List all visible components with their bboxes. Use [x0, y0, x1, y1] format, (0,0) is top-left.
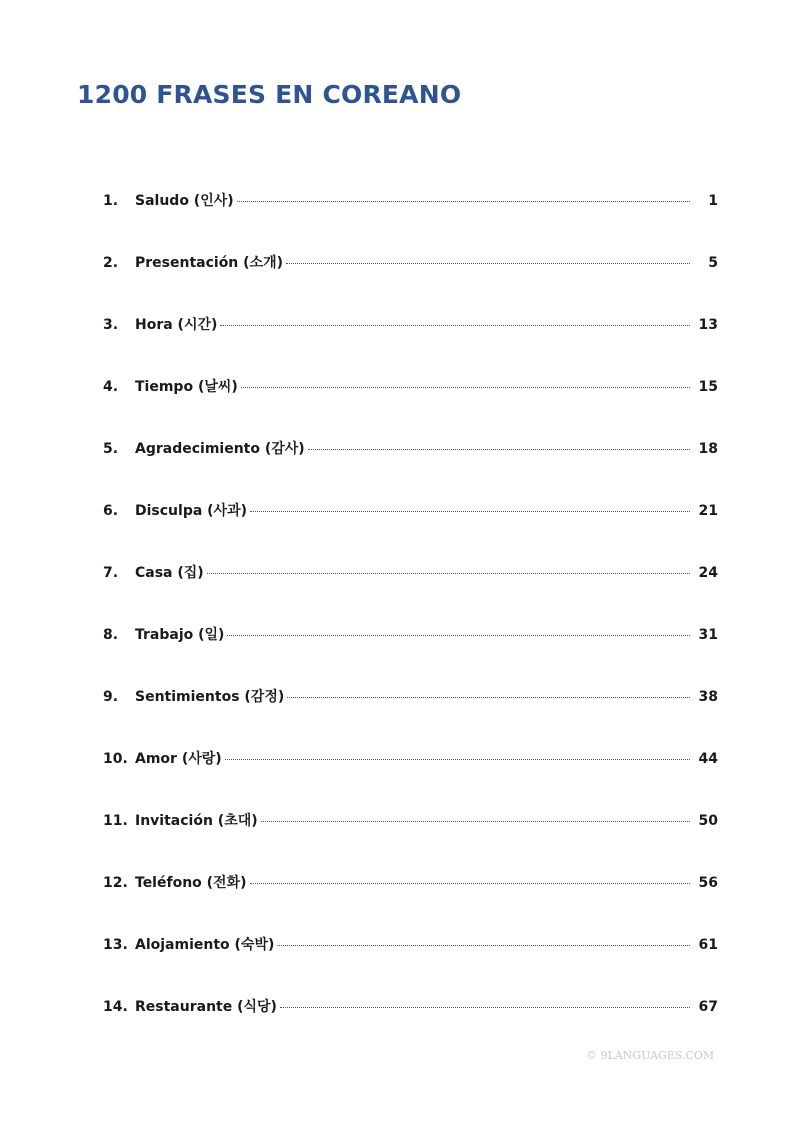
toc-entry-number: 2.: [103, 255, 119, 271]
toc-dot-leader: [261, 821, 690, 822]
toc-entry[interactable]: [103, 898, 718, 960]
toc-entry-label: Saludo (인사): [135, 193, 234, 209]
toc-dot-leader: [250, 511, 690, 512]
toc-entry-label: Tiempo (날씨): [135, 379, 238, 395]
toc-entry[interactable]: [103, 960, 718, 1022]
toc-entry-number: 9.: [103, 689, 119, 705]
toc-entry[interactable]: [103, 650, 718, 712]
toc-entry-number: 13.: [103, 937, 128, 953]
toc-entry[interactable]: [103, 402, 718, 464]
toc-entry[interactable]: [103, 464, 718, 526]
toc-dot-leader: [287, 697, 690, 698]
toc-entry-page: 38: [698, 689, 718, 705]
toc-entry-page: 1: [708, 193, 718, 209]
toc-entry[interactable]: [103, 216, 718, 278]
toc-entry[interactable]: [103, 526, 718, 588]
toc-entry-page: 21: [698, 503, 718, 519]
toc-entry-page: 67: [698, 999, 718, 1015]
toc-entry-number: 5.: [103, 441, 119, 457]
toc-entry-label: Restaurante (식당): [135, 999, 277, 1015]
toc-entry-number: 8.: [103, 627, 119, 643]
toc-entry-number: 14.: [103, 999, 128, 1015]
toc-dot-leader: [207, 573, 690, 574]
toc-entry[interactable]: [103, 774, 718, 836]
toc-entry-label: Disculpa (사과): [135, 503, 248, 519]
toc-entry-page: 18: [698, 441, 718, 457]
toc-entry-label: Amor (사랑): [135, 751, 222, 767]
toc-dot-leader: [225, 759, 690, 760]
toc-entry-number: 4.: [103, 379, 119, 395]
toc-dot-leader: [250, 883, 691, 884]
toc-entry[interactable]: [103, 712, 718, 774]
toc-dot-leader: [220, 325, 690, 326]
document-title: 1200 FRASES EN COREANO: [77, 80, 462, 109]
toc-entry[interactable]: [103, 836, 718, 898]
toc-entry-label: Casa (집): [135, 565, 204, 581]
toc-entry-number: 12.: [103, 875, 128, 891]
toc-entry-page: 13: [698, 317, 718, 333]
toc-entry-page: 15: [698, 379, 718, 395]
toc-entry-label: Sentimientos (감정): [135, 689, 285, 705]
table-of-contents: [103, 154, 718, 1022]
toc-entry-page: 44: [698, 751, 718, 767]
toc-entry-label: Presentación (소개): [135, 255, 283, 271]
toc-entry[interactable]: [103, 588, 718, 650]
toc-entry-page: 56: [698, 875, 718, 891]
toc-entry-number: 10.: [103, 751, 128, 767]
toc-entry-label: Agradecimiento (감사): [135, 441, 305, 457]
toc-dot-leader: [308, 449, 690, 450]
toc-entry-page: 5: [708, 255, 718, 271]
toc-entry-number: 1.: [103, 193, 119, 209]
toc-dot-leader: [277, 945, 690, 946]
toc-dot-leader: [286, 263, 690, 264]
toc-entry-label: Hora (시간): [135, 317, 218, 333]
toc-entry[interactable]: [103, 340, 718, 402]
toc-dot-leader: [241, 387, 690, 388]
copyright-watermark: © 9LANGUAGES.COM: [586, 1049, 715, 1062]
toc-entry-number: 6.: [103, 503, 119, 519]
toc-entry-label: Alojamiento (숙박): [135, 937, 275, 953]
toc-entry-page: 24: [698, 565, 718, 581]
toc-entry-label: Invitación (초대): [135, 813, 258, 829]
toc-entry-label: Teléfono (전화): [135, 875, 247, 891]
toc-dot-leader: [280, 1007, 690, 1008]
toc-entry-page: 61: [698, 937, 718, 953]
toc-entry-page: 31: [698, 627, 718, 643]
toc-entry-page: 50: [698, 813, 718, 829]
toc-entry[interactable]: [103, 278, 718, 340]
toc-entry[interactable]: [103, 154, 718, 216]
toc-dot-leader: [237, 201, 690, 202]
toc-entry-number: 3.: [103, 317, 119, 333]
toc-entry-number: 11.: [103, 813, 128, 829]
toc-entry-number: 7.: [103, 565, 119, 581]
toc-entry-label: Trabajo (일): [135, 627, 225, 643]
toc-dot-leader: [227, 635, 690, 636]
